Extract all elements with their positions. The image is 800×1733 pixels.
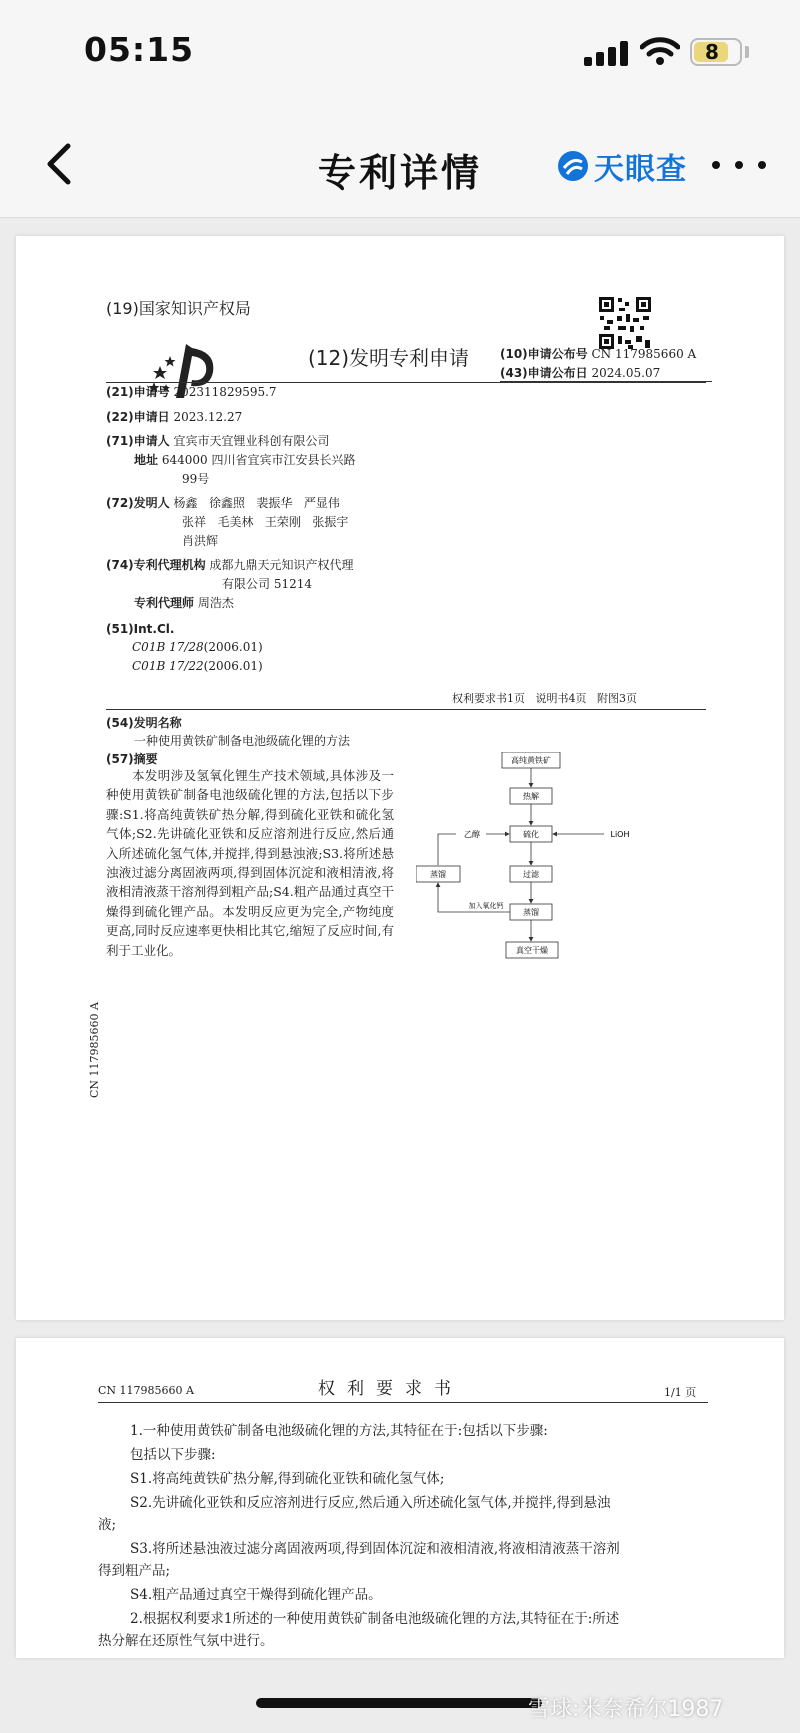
battery-icon — [690, 38, 742, 66]
nav-header — [0, 100, 800, 218]
abstract-label: (57)摘要 — [106, 752, 158, 766]
side-pub-code: CN 117985660 A — [88, 1002, 101, 1098]
agent: 周浩杰 — [197, 596, 234, 610]
app-date-label: (22)申请日 — [106, 410, 170, 424]
title-label: (54)发明名称 — [106, 716, 182, 730]
pub-date: 2024.05.07 — [591, 366, 661, 380]
status-bar — [0, 0, 800, 100]
pub-date-label: (43)申请公布日 — [500, 366, 588, 380]
tianyancha-icon — [556, 149, 590, 183]
claim-1: 1.一种使用黄铁矿制备电池级硫化锂的方法,其特征在于:包括以下步骤: — [130, 1423, 548, 1439]
inventors-line-3: 肖洪辉 — [182, 534, 219, 548]
ipc-version-2: (2006.01) — [203, 659, 263, 673]
app-date-row — [106, 408, 242, 427]
flow-label-distill-right: 蒸馏 — [523, 908, 539, 917]
patent-office: (19)国家知识产权局 — [106, 299, 251, 318]
ipc-version-1: (2006.01) — [203, 640, 263, 654]
applicant-label: (71)申请人 — [106, 434, 170, 448]
inventors-line-2: 张祥 毛美林 王荣刚 张振宇 — [182, 515, 349, 529]
flow-label-vacuum-dry: 真空干燥 — [516, 946, 548, 955]
abstract-text: 本发明涉及氢氧化锂生产技术领域,具体涉及一种使用黄铁矿制备电池级硫化锂的方法,包括以下步骤:S1.将高纯黄铁矿热分解,得到硫化亚铁和硫化氢气体;S2.先讲硫化亚铁和反应溶剂进行反应,然后通入所述硫化氢气体,并搅拌,得到悬浊液;S3.将所述悬浊液过滤分离固液两项,得到固体沉淀和液相清液,将液相清液蒸干溶剂得到粗产品;S4.粗产品通过真空干燥得到硫化锂产品。本发明反应更为完全,产物纯度更高,同时反应速率更快相比其它,缩短了反应时间,有利于工业化。 — [106, 768, 394, 958]
claims-pub-code: CN 117985660 A — [98, 1384, 194, 1397]
more-dots-icon[interactable] — [712, 154, 766, 176]
flow-label-sulfidation: 硫化 — [523, 830, 539, 839]
battery-level: 8 — [705, 40, 719, 64]
watermark-text: 雪球:米奈希尔1987 — [528, 1697, 724, 1722]
claim-step-s3: S3.将所述悬浊液过滤分离固液两项,得到固体沉淀和液相清液,将液相清液蒸干溶剂 — [130, 1541, 620, 1557]
app-number-label: (21)申请号 — [106, 385, 170, 399]
claim-1-steps: 包括以下步骤: — [130, 1447, 216, 1463]
claims-title: 权利要求书 — [318, 1379, 463, 1399]
qr-code-icon — [598, 296, 652, 350]
brand-name: 天眼查 — [594, 152, 687, 187]
flow-label-distill-left: 蒸馏 — [430, 870, 446, 879]
claims-page-number: 1/1 页 — [664, 1386, 697, 1399]
ipc-class-2 — [132, 659, 263, 673]
flow-label-pyrolysis: 热解 — [523, 792, 539, 801]
flow-label-filter: 过滤 — [523, 870, 539, 879]
ipc-code-1: C01B 17/28 — [132, 640, 204, 654]
claims-page — [16, 1338, 784, 1658]
divider — [106, 709, 706, 710]
ipc-class-1 — [132, 640, 263, 654]
claim-step-s4: S4.粗产品通过真空干燥得到硫化锂产品。 — [130, 1587, 382, 1603]
pub-number-row — [500, 345, 696, 362]
inventors-label: (72)发明人 — [106, 496, 170, 510]
ipc-code-2: C01B 17/22 — [132, 659, 204, 673]
invention-title: 一种使用黄铁矿制备电池级硫化锂的方法 — [134, 734, 351, 748]
document-type: (12)发明专利申请 — [308, 346, 470, 370]
pub-number: CN 117985660 A — [591, 347, 697, 361]
brand-logo[interactable] — [556, 146, 687, 186]
address-label: 地址 — [134, 453, 159, 467]
address-row — [134, 451, 355, 470]
wifi-icon — [640, 36, 680, 66]
claim-step-s2-cont: 液; — [98, 1517, 117, 1533]
claim-step-s3-cont: 得到粗产品; — [98, 1563, 171, 1579]
agent-row — [134, 594, 234, 613]
ipc-label-text: (51)Int.Cl. — [106, 622, 175, 636]
app-number-row — [106, 383, 277, 402]
claim-step-s2: S2.先讲硫化亚铁和反应溶剂进行反应,然后通入所述硫化氢气体,并搅拌,得到悬浊 — [130, 1495, 611, 1511]
flow-label-pyrite: 高纯黄铁矿 — [511, 756, 551, 765]
claim-2-cont: 热分解在还原性气氛中进行。 — [98, 1633, 274, 1649]
address-line-1: 644000 四川省宜宾市江安县长兴路 — [161, 453, 356, 467]
applicant: 宜宾市天宜锂业科创有限公司 — [173, 434, 330, 448]
agent-label: 专利代理师 — [134, 596, 195, 610]
page-title: 专利详情 — [317, 151, 482, 195]
inventors-line-1: 杨鑫 徐鑫照 裴振华 严显伟 — [173, 496, 340, 510]
flow-label-ethanol: 乙醇 — [464, 830, 480, 839]
ipc-label — [106, 620, 174, 639]
signal-icon — [584, 40, 628, 66]
applicant-row — [106, 432, 330, 451]
title-label-row — [106, 714, 182, 733]
claim-step-s1: S1.将高纯黄铁矿热分解,得到硫化亚铁和硫化氢气体; — [130, 1471, 445, 1487]
flow-edge-label: 加入氧化钙 — [468, 902, 504, 910]
status-time: 05:15 — [84, 30, 195, 69]
pub-number-label: (10)申请公布号 — [500, 347, 588, 361]
agency-label: (74)专利代理机构 — [106, 558, 206, 572]
patent-cover-page — [16, 236, 784, 1320]
app-number: 202311829595.7 — [173, 385, 277, 399]
app-date: 2023.12.27 — [173, 410, 243, 424]
pub-date-row — [500, 364, 660, 381]
agency-line-1: 成都九鼎天元知识产权代理 — [209, 558, 354, 572]
agency-row — [106, 556, 354, 575]
flow-label-lioh: LiOH — [610, 830, 630, 839]
claim-2: 2.根据权利要求1所述的一种使用黄铁矿制备电池级硫化锂的方法,其特征在于:所述 — [130, 1611, 620, 1627]
inventors-row — [106, 494, 340, 513]
pages-info: 权利要求书1页 说明书4页 附图3页 — [452, 692, 637, 705]
divider — [98, 1402, 708, 1403]
agency-line-2: 有限公司 51214 — [222, 577, 312, 591]
address-line-2: 99号 — [182, 472, 210, 486]
home-indicator[interactable] — [256, 1698, 542, 1708]
process-flow-diagram — [416, 752, 716, 984]
